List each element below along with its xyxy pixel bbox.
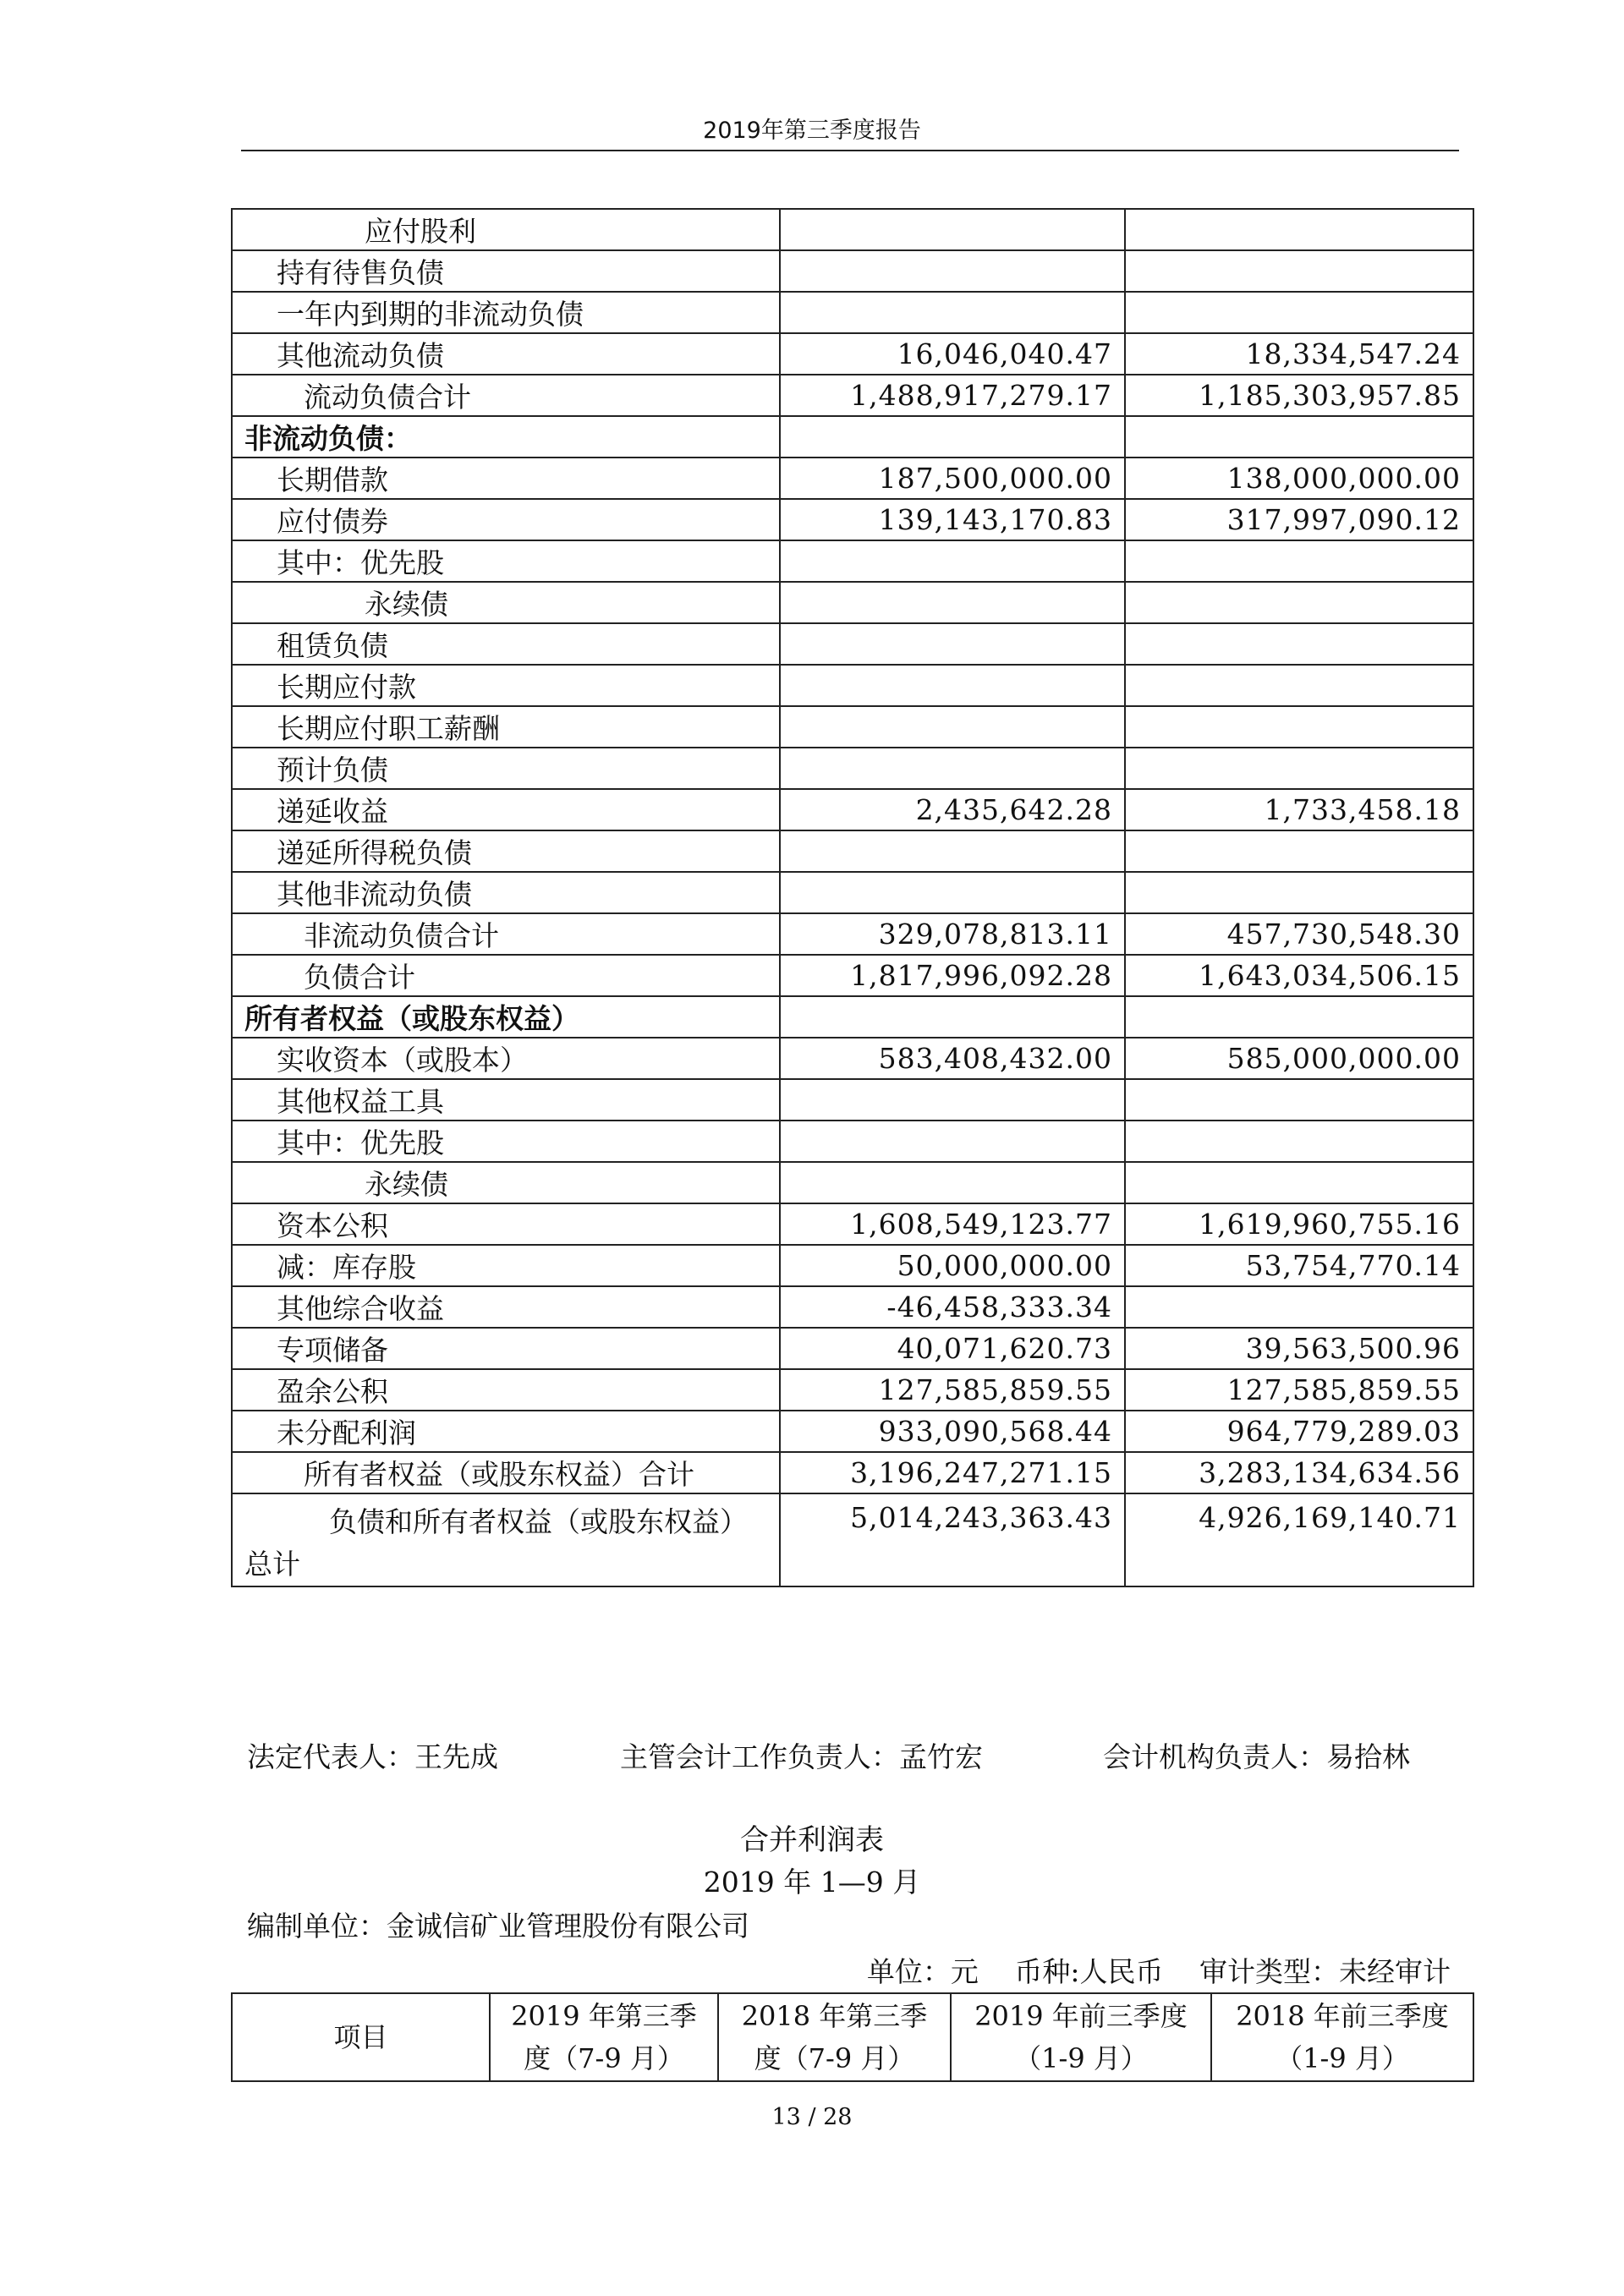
- header-2019-q3-line2: 度（7-9 月）: [524, 2042, 684, 2074]
- balance-sheet-table: [231, 208, 1474, 1587]
- prior-period-value: [1125, 1079, 1473, 1121]
- preparing-entity: 编制单位：金诚信矿业管理股份有限公司: [247, 1910, 749, 1943]
- prior-period-value: [1125, 665, 1473, 706]
- prior-period-value: 53,754,770.14: [1125, 1245, 1473, 1286]
- current-period-value: [780, 1121, 1125, 1162]
- currency-label: 币种:人民币: [1014, 1955, 1164, 1988]
- prior-period-value: 3,283,134,634.56: [1125, 1452, 1473, 1493]
- prior-period-value: 585,000,000.00: [1125, 1038, 1473, 1079]
- prior-period-value: 1,643,034,506.15: [1125, 955, 1473, 996]
- row-label: 永续债: [232, 582, 780, 623]
- row-label: 非流动负债：: [232, 416, 780, 458]
- header-2018-ytd: [1211, 1993, 1473, 2081]
- prior-period-value: 964,779,289.03: [1125, 1411, 1473, 1452]
- row-label: 持有待售负债: [232, 250, 780, 292]
- prior-period-value: 1,733,458.18: [1125, 789, 1473, 830]
- income-statement-meta: [840, 1950, 1451, 1990]
- current-period-value: [780, 623, 1125, 665]
- balance-sheet-row: [232, 416, 1473, 458]
- current-period-value: 329,078,813.11: [780, 913, 1125, 955]
- header-2018-q3: [718, 1993, 951, 2081]
- current-period-value: [780, 292, 1125, 333]
- grand-total-current: 5,014,243,363.43: [780, 1493, 1125, 1586]
- unit-label: 单位：元: [866, 1955, 979, 1988]
- prior-period-value: [1125, 996, 1473, 1038]
- row-label: 应付股利: [232, 209, 780, 250]
- current-period-value: -46,458,333.34: [780, 1286, 1125, 1328]
- balance-sheet-row: [232, 1203, 1473, 1245]
- balance-sheet-row: [232, 789, 1473, 830]
- balance-sheet-row: [232, 830, 1473, 872]
- row-label: 其中：优先股: [232, 540, 780, 582]
- prior-period-value: 18,334,547.24: [1125, 333, 1473, 375]
- header-2019-ytd-line2: （1-9 月）: [1014, 2042, 1148, 2074]
- row-label: 资本公积: [232, 1203, 780, 1245]
- balance-sheet-row: [232, 1121, 1473, 1162]
- row-label: 流动负债合计: [232, 375, 780, 416]
- grand-total-prior: 4,926,169,140.71: [1125, 1493, 1473, 1586]
- current-period-value: [780, 748, 1125, 789]
- current-period-value: 127,585,859.55: [780, 1369, 1125, 1411]
- current-period-value: 3,196,247,271.15: [780, 1452, 1125, 1493]
- income-header-row: [232, 1993, 1473, 2081]
- balance-sheet-row: [232, 1162, 1473, 1203]
- prior-period-value: [1125, 1162, 1473, 1203]
- prior-period-value: [1125, 416, 1473, 458]
- header-2018-ytd-line2: （1-9 月）: [1276, 2042, 1409, 2074]
- balance-sheet-row: [232, 913, 1473, 955]
- row-label: 所有者权益（或股东权益）: [232, 996, 780, 1038]
- balance-sheet-row: [232, 706, 1473, 748]
- row-label: 长期借款: [232, 458, 780, 499]
- current-period-value: [780, 1079, 1125, 1121]
- grand-total-label-line2: 总计: [244, 1548, 300, 1581]
- prior-period-value: 1,185,303,957.85: [1125, 375, 1473, 416]
- prior-period-value: 457,730,548.30: [1125, 913, 1473, 955]
- prior-period-value: [1125, 1286, 1473, 1328]
- balance-sheet-row: [232, 748, 1473, 789]
- balance-sheet-row: [232, 250, 1473, 292]
- balance-sheet-row: [232, 1411, 1473, 1452]
- row-label: 长期应付职工薪酬: [232, 706, 780, 748]
- report-header-title: 2019年第三季度报告: [703, 118, 921, 144]
- page-number: 13 / 28: [771, 2104, 853, 2130]
- header-2019-q3: [490, 1993, 718, 2081]
- prior-period-value: [1125, 706, 1473, 748]
- balance-sheet-row: [232, 623, 1473, 665]
- prior-period-value: [1125, 623, 1473, 665]
- balance-sheet-row: [232, 1369, 1473, 1411]
- row-label: 实收资本（或股本）: [232, 1038, 780, 1079]
- prior-period-value: [1125, 209, 1473, 250]
- current-period-value: 2,435,642.28: [780, 789, 1125, 830]
- current-period-value: 583,408,432.00: [780, 1038, 1125, 1079]
- prior-period-value: 138,000,000.00: [1125, 458, 1473, 499]
- row-label: 其他权益工具: [232, 1079, 780, 1121]
- prior-period-value: 1,619,960,755.16: [1125, 1203, 1473, 1245]
- current-period-value: 1,608,549,123.77: [780, 1203, 1125, 1245]
- current-period-value: [780, 872, 1125, 913]
- prior-period-value: 127,585,859.55: [1125, 1369, 1473, 1411]
- balance-sheet-row: [232, 665, 1473, 706]
- row-label: 盈余公积: [232, 1369, 780, 1411]
- header-2018-q3-line2: 度（7-9 月）: [754, 2042, 915, 2074]
- row-label: 减：库存股: [232, 1245, 780, 1286]
- row-label: 其他非流动负债: [232, 872, 780, 913]
- current-period-value: [780, 665, 1125, 706]
- income-statement-title: 合并利润表: [740, 1823, 884, 1857]
- balance-sheet-row: [232, 292, 1473, 333]
- header-2018-ytd-line1: 2018 年前三季度: [1236, 2000, 1449, 2032]
- current-period-value: 1,817,996,092.28: [780, 955, 1125, 996]
- row-label: 递延收益: [232, 789, 780, 830]
- balance-sheet-row: [232, 458, 1473, 499]
- balance-sheet-row: [232, 1245, 1473, 1286]
- row-label: 其他综合收益: [232, 1286, 780, 1328]
- prior-period-value: [1125, 540, 1473, 582]
- balance-sheet-row: [232, 333, 1473, 375]
- prior-period-value: [1125, 872, 1473, 913]
- row-label: 一年内到期的非流动负债: [232, 292, 780, 333]
- prior-period-value: [1125, 582, 1473, 623]
- prior-period-value: 317,997,090.12: [1125, 499, 1473, 540]
- audit-type-label: 审计类型：未经审计: [1199, 1955, 1451, 1988]
- balance-sheet-row: [232, 1079, 1473, 1121]
- prior-period-value: [1125, 748, 1473, 789]
- current-period-value: [780, 582, 1125, 623]
- current-period-value: 40,071,620.73: [780, 1328, 1125, 1369]
- current-period-value: 187,500,000.00: [780, 458, 1125, 499]
- grand-total-label-line1: 负债和所有者权益（或股东权益）: [329, 1505, 748, 1538]
- current-period-value: 1,488,917,279.17: [780, 375, 1125, 416]
- header-2018-q3-line1: 2018 年第三季: [741, 2000, 928, 2032]
- row-label: 预计负债: [232, 748, 780, 789]
- balance-sheet-row: [232, 375, 1473, 416]
- accounting-org-head: 会计机构负责人：易拾林: [1103, 1740, 1410, 1773]
- row-label: 递延所得税负债: [232, 830, 780, 872]
- balance-sheet-row: [232, 996, 1473, 1038]
- row-label: 长期应付款: [232, 665, 780, 706]
- current-period-value: [780, 706, 1125, 748]
- balance-sheet-row: [232, 955, 1473, 996]
- accounting-head: 主管会计工作负责人：孟竹宏: [620, 1740, 983, 1773]
- legal-representative: 法定代表人：王先成: [247, 1740, 498, 1773]
- income-statement-period: 2019 年 1—9 月: [703, 1866, 921, 1899]
- balance-sheet-row: [232, 1452, 1473, 1493]
- prior-period-value: 39,563,500.96: [1125, 1328, 1473, 1369]
- header-item: 项目: [232, 1993, 490, 2081]
- row-label: 非流动负债合计: [232, 913, 780, 955]
- header-2019-q3-line1: 2019 年第三季: [511, 2000, 697, 2032]
- current-period-value: [780, 1162, 1125, 1203]
- income-statement-header-table: [231, 1992, 1474, 2082]
- grand-total-label: [232, 1493, 780, 1586]
- balance-sheet-row: [232, 1286, 1473, 1328]
- current-period-value: [780, 540, 1125, 582]
- row-label: 其他流动负债: [232, 333, 780, 375]
- row-label: 未分配利润: [232, 1411, 780, 1452]
- row-label: 永续债: [232, 1162, 780, 1203]
- row-label: 其中：优先股: [232, 1121, 780, 1162]
- current-period-value: 139,143,170.83: [780, 499, 1125, 540]
- header-2019-ytd: [951, 1993, 1211, 2081]
- current-period-value: [780, 830, 1125, 872]
- row-label: 专项储备: [232, 1328, 780, 1369]
- row-label: 应付债券: [232, 499, 780, 540]
- header-2019-ytd-line1: 2019 年前三季度: [974, 2000, 1188, 2032]
- row-label: 负债合计: [232, 955, 780, 996]
- current-period-value: 16,046,040.47: [780, 333, 1125, 375]
- current-period-value: [780, 416, 1125, 458]
- row-label: 租赁负债: [232, 623, 780, 665]
- balance-sheet-grand-total-row: [232, 1493, 1473, 1586]
- header-divider: [241, 150, 1459, 151]
- balance-sheet-row: [232, 872, 1473, 913]
- current-period-value: [780, 996, 1125, 1038]
- prior-period-value: [1125, 292, 1473, 333]
- balance-sheet-row: [232, 540, 1473, 582]
- prior-period-value: [1125, 1121, 1473, 1162]
- prior-period-value: [1125, 830, 1473, 872]
- balance-sheet-row: [232, 1328, 1473, 1369]
- current-period-value: 933,090,568.44: [780, 1411, 1125, 1452]
- prior-period-value: [1125, 250, 1473, 292]
- current-period-value: 50,000,000.00: [780, 1245, 1125, 1286]
- balance-sheet-row: [232, 582, 1473, 623]
- row-label: 所有者权益（或股东权益）合计: [232, 1452, 780, 1493]
- current-period-value: [780, 250, 1125, 292]
- balance-sheet-row: [232, 499, 1473, 540]
- balance-sheet-row: [232, 1038, 1473, 1079]
- balance-sheet-row: [232, 209, 1473, 250]
- current-period-value: [780, 209, 1125, 250]
